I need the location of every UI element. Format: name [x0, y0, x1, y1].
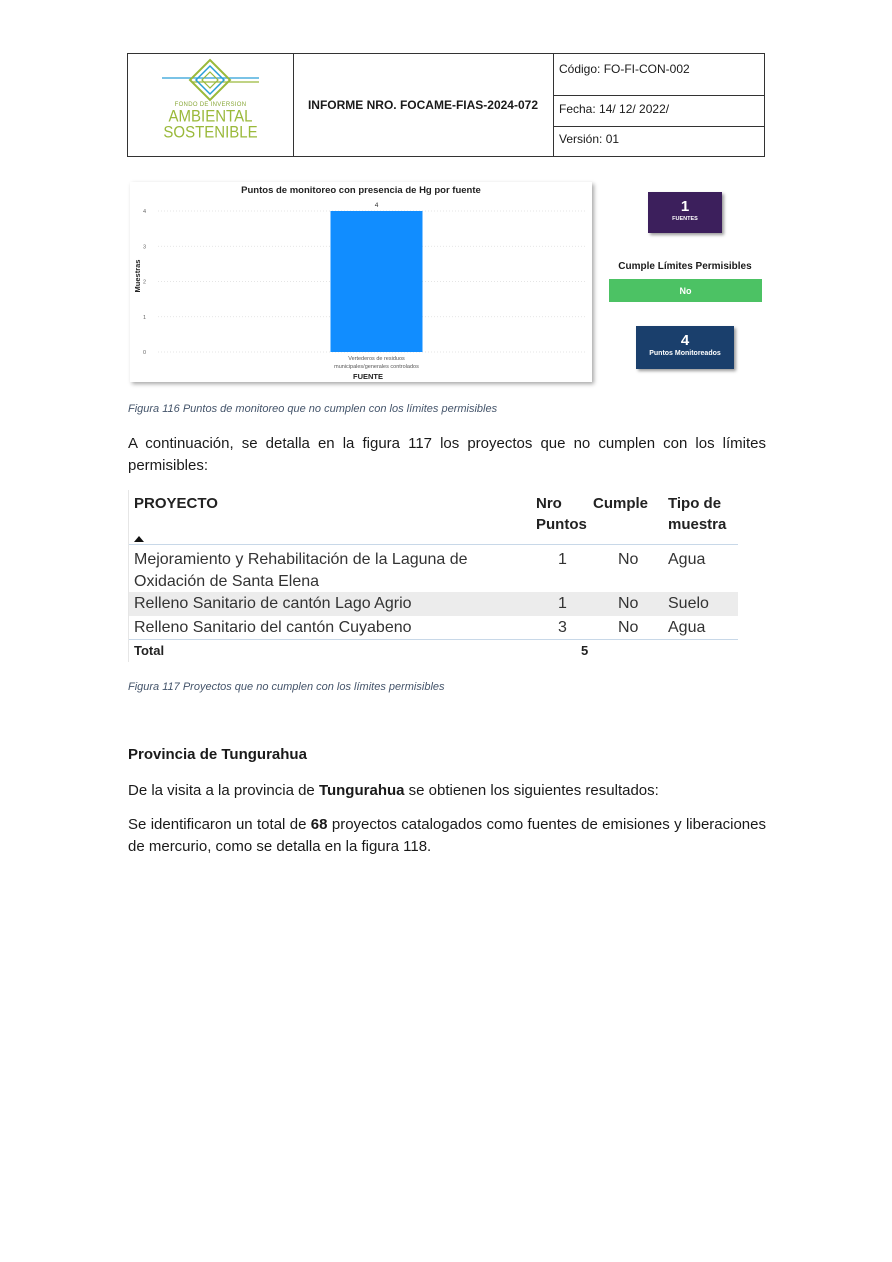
paragraph-68-projects	[128, 814, 766, 858]
kpi-puntos-value: 4	[680, 332, 690, 349]
row2-tipo: Suelo	[668, 595, 709, 612]
row1-puntos: 1	[558, 551, 567, 568]
para2-bold: Tungurahua	[318, 782, 405, 799]
chart-bar	[331, 211, 423, 352]
kpi-puntos-card	[636, 326, 734, 369]
chart-data-label: 4	[374, 202, 379, 209]
row3-proyecto: Relleno Sanitario del cantón Cuyabeno	[134, 619, 412, 636]
paragraph-intro-117: A continuación, se detalla en la figura 117 los proyectos que no cumplen con los límites permisibles:	[128, 435, 766, 474]
row1-proyecto-line2: Oxidación de Santa Elena	[134, 573, 320, 590]
row2-proyecto: Relleno Sanitario de cantón Lago Agrio	[134, 595, 412, 612]
table-row	[128, 546, 738, 592]
col-header-tipo: Tipo de	[668, 495, 722, 512]
table-left-border	[128, 490, 129, 662]
table-row	[128, 616, 738, 639]
kpi-fuentes-label: FUENTES	[672, 216, 698, 222]
para3-bold: 68	[310, 816, 328, 833]
table-total-divider	[128, 639, 738, 640]
row3-tipo: Agua	[668, 619, 706, 636]
chart-y-tick-label: 1	[142, 314, 146, 321]
table-total-value: 5	[581, 643, 589, 658]
col-header-muestra: muestra	[668, 516, 727, 533]
col-header-cumple: Cumple	[593, 495, 649, 512]
logo-line3: SOSTENIBLE	[163, 123, 258, 142]
chart-panel	[130, 182, 592, 382]
document-version: Versión: 01	[559, 132, 620, 146]
figure-116-caption: Figura 116 Puntos de monitoreo que no cumplen con los límites permisibles	[128, 403, 498, 415]
table-row	[128, 592, 738, 616]
section-title: Provincia de Tungurahua	[128, 746, 307, 763]
kpi-puntos-label: Puntos Monitoreados	[649, 350, 721, 357]
row2-puntos: 1	[558, 595, 567, 612]
chart-y-tick-label: 2	[142, 279, 146, 286]
row3-cumple: No	[618, 619, 639, 636]
row2-cumple: No	[618, 595, 639, 612]
chart-y-label: Muestras	[133, 259, 142, 293]
table-total-label: Total	[134, 643, 165, 658]
row3-puntos: 3	[558, 619, 567, 636]
chart-x-label: FUENTE	[353, 372, 383, 381]
document-header	[127, 53, 765, 157]
chart-x-tick-label: Vertederos de residuos	[348, 356, 405, 362]
document-code: Código: FO-FI-CON-002	[554, 54, 764, 96]
para3-text-before: Se identificaron un total de	[128, 816, 311, 833]
col-header-puntos: Puntos	[536, 516, 587, 533]
logo	[128, 54, 294, 156]
chart-x-tick-label: municipales/generales controlados	[334, 364, 419, 370]
col-header-nro: Nro	[536, 495, 562, 512]
report-title: INFORME NRO. FOCAME-FIAS-2024-072	[293, 54, 554, 156]
logo-line2: AMBIENTAL	[168, 107, 253, 126]
kpi-fuentes-value: 1	[680, 198, 690, 215]
document-date: Fecha: 14/ 12/ 2022/	[554, 96, 764, 127]
col-header-proyecto: PROYECTO	[134, 495, 218, 512]
chart-title: Puntos de monitoreo con presencia de Hg por fuente	[241, 185, 481, 196]
chart-y-tick-label: 0	[142, 350, 146, 356]
row1-tipo: Agua	[668, 551, 706, 568]
kpi-fuentes-card	[648, 192, 722, 233]
sort-ascending-icon	[134, 536, 144, 542]
logo-line1: FONDO DE INVERSION	[174, 102, 247, 108]
logo-diamond-icon	[158, 58, 263, 102]
cumple-status-badge: No	[609, 279, 762, 302]
para3-text-after: proyectos catalogados como fuentes de emisiones y liberaciones de mercurio, como se detalla en la figura 118.	[128, 816, 766, 855]
table-header-divider	[128, 544, 738, 545]
chart-y-tick-label: 3	[142, 244, 146, 251]
bar-chart	[130, 182, 592, 382]
row1-proyecto-line1: Mejoramiento y Rehabilitación de la Laguna de	[134, 551, 468, 568]
row1-cumple: No	[618, 551, 639, 568]
para2-text-before: De la visita a la provincia de	[128, 782, 319, 799]
para2-text-after: se obtienen los siguientes resultados:	[404, 782, 659, 799]
chart-y-tick-label: 4	[142, 209, 146, 215]
paragraph-tungurahua	[128, 780, 766, 802]
figure-117-caption: Figura 117 Proyectos que no cumplen con los límites permisibles	[128, 681, 445, 693]
cumple-title: Cumple Límites Permisibles	[618, 261, 752, 272]
